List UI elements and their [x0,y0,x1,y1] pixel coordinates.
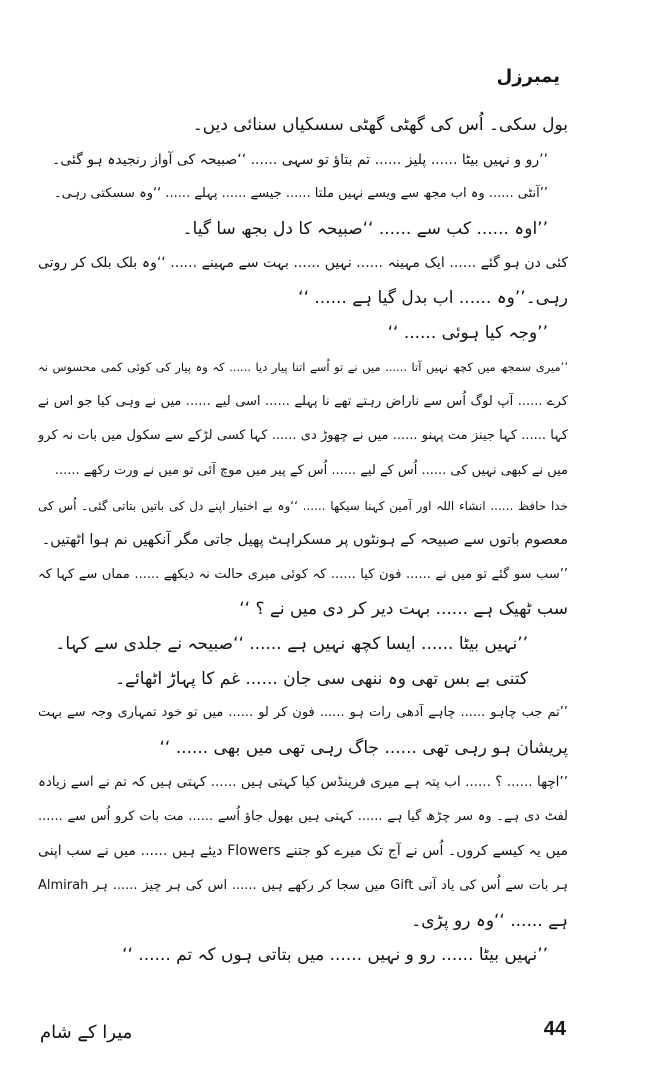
text-line: سب ٹھیک ہے ...... بہت دیر کر دی میں نے ؟ ‘‘ [239,599,568,620]
running-header: یمبرزل [496,66,560,87]
text-line: ’’سب سو گئے تو میں نے ...... فون کیا ...... کہ کوئی میری حالت نہ دیکھے ...... مماں سے کہا کہ [38,566,568,582]
text-line: ’’اچھا ...... ؟ ...... اب پتہ ہے میری فرینڈس کیا کہتی ہیں ...... کہتی ہیں کہ تم نے اسے زیادہ [38,774,568,791]
page-number: 44 [543,1018,566,1040]
text-line: ’’اوہ ...... کب سے ...... ‘‘صبیحہ کا دل بجھ سا گیا۔ [182,218,548,239]
text-line: ’’وجہ کیا ہوئی ...... ‘‘ [387,322,548,343]
text-line: کہا ...... کہا جینز مت پہنو ...... میں نے چھوڑ دی ...... کہا کسی لڑکے سے سکول میں بات نہ کرو [38,428,568,444]
text-line: ’’نہیں بیٹا ...... رو و نہیں ...... میں بتاتی ہوں کہ تم ...... ‘‘ [122,945,548,966]
text-line: ’’تم جب چاہو ...... چاہے آدھی رات ہو ...... فون کر لو ...... میں تو خود تمہاری وجہ سے بہت [38,705,568,721]
text-line: کتنی بے بس تھی وہ ننھی سی جان ...... غم کا پہاڑ اٹھائے۔ [115,668,528,689]
text-line: ’’نہیں بیٹا ...... ایسا کچھ نہیں ہے ...... ‘‘صبیحہ نے جلدی سے کہا۔ [55,633,528,654]
text-line: ’’رو و نہیں بیٹا ...... پلیز ...... تم بتاؤ تو سہی ...... ‘‘صبیحہ کی آواز رنجیدہ ہو گئی۔ [52,151,548,168]
text-line: بول سکی۔ اُس کی گھٹی گھٹی سسکیاں سنائی دیں۔ [192,115,568,135]
text-line: ’’میری سمجھ میں کچھ نہیں آتا ...... میں نے تو اُسے اتنا پیار دیا ...... کہ وہ پیار کی کوئی کمی محسوس نہ [38,360,568,375]
text-line: معصوم باتوں سے صبیحہ کے ہونٹوں پر مسکراہٹ پھیل جاتی مگر آنکھیں نم ہوا اٹھتیں۔ [41,532,568,549]
text-line: پریشان ہو رہی تھی ...... جاگ رہی تھی میں بھی ...... ‘‘ [159,737,568,758]
text-line: میں نے کبھی نہیں کی ...... اُس کے لیے ...... اُس کے پیر میں موچ آئی تو میں نے ورت رکھے ...... [54,462,568,478]
text-line: کرے ...... آپ لوگ اُس سے ناراض رہتے تھے نا پہلے ...... اسی لیے ...... میں نے وہی کیا جو اس نے [38,393,568,409]
text-line: کئی دن ہو گئے ...... ایک مہینہ ...... نہیں ...... بہت سے مہینے ...... ‘‘وہ بلک بلک کر روتی [38,255,568,272]
text-line: میں یہ کیسے کروں۔ اُس نے آج تک میرے کو جتنے Flowers دیئے ہیں ...... میں نے سب اپنی [38,843,568,860]
text-line: Almirah میں سجا کر رکھے ہیں ...... اس کی ہر چیز ...... ہر Gift ہر بات سے اُس کی یاد آتی [38,878,568,894]
text-line: ’’آنٹی ...... وہ اب مجھ سے ویسے نہیں ملتا ...... جیسے ...... پہلے ...... ‘‘وہ سسکتی رہی۔ [54,186,548,202]
text-line: ہے ...... ‘‘وہ رو پڑی۔ [411,910,568,931]
text-line: لفٹ دی ہے۔ وہ سر چڑھ گیا ہے ...... کہتی ہیں بھول جاؤ اُسے ...... مت بات کرو اُس سے ...... [38,808,568,824]
book-title-footer: میرا کے شام [40,1022,133,1043]
body-text [38,108,568,973]
text-line: خدا حافظ ...... انشاء اللہ اور آمین کہنا سیکھا ...... ‘‘وہ بے اختیار اپنے دل کی باتیں بتاتی گئی۔ اُس کی [38,498,568,513]
text-line: رہی۔’’وہ ...... اب بدل گیا ہے ...... ‘‘ [298,287,568,308]
